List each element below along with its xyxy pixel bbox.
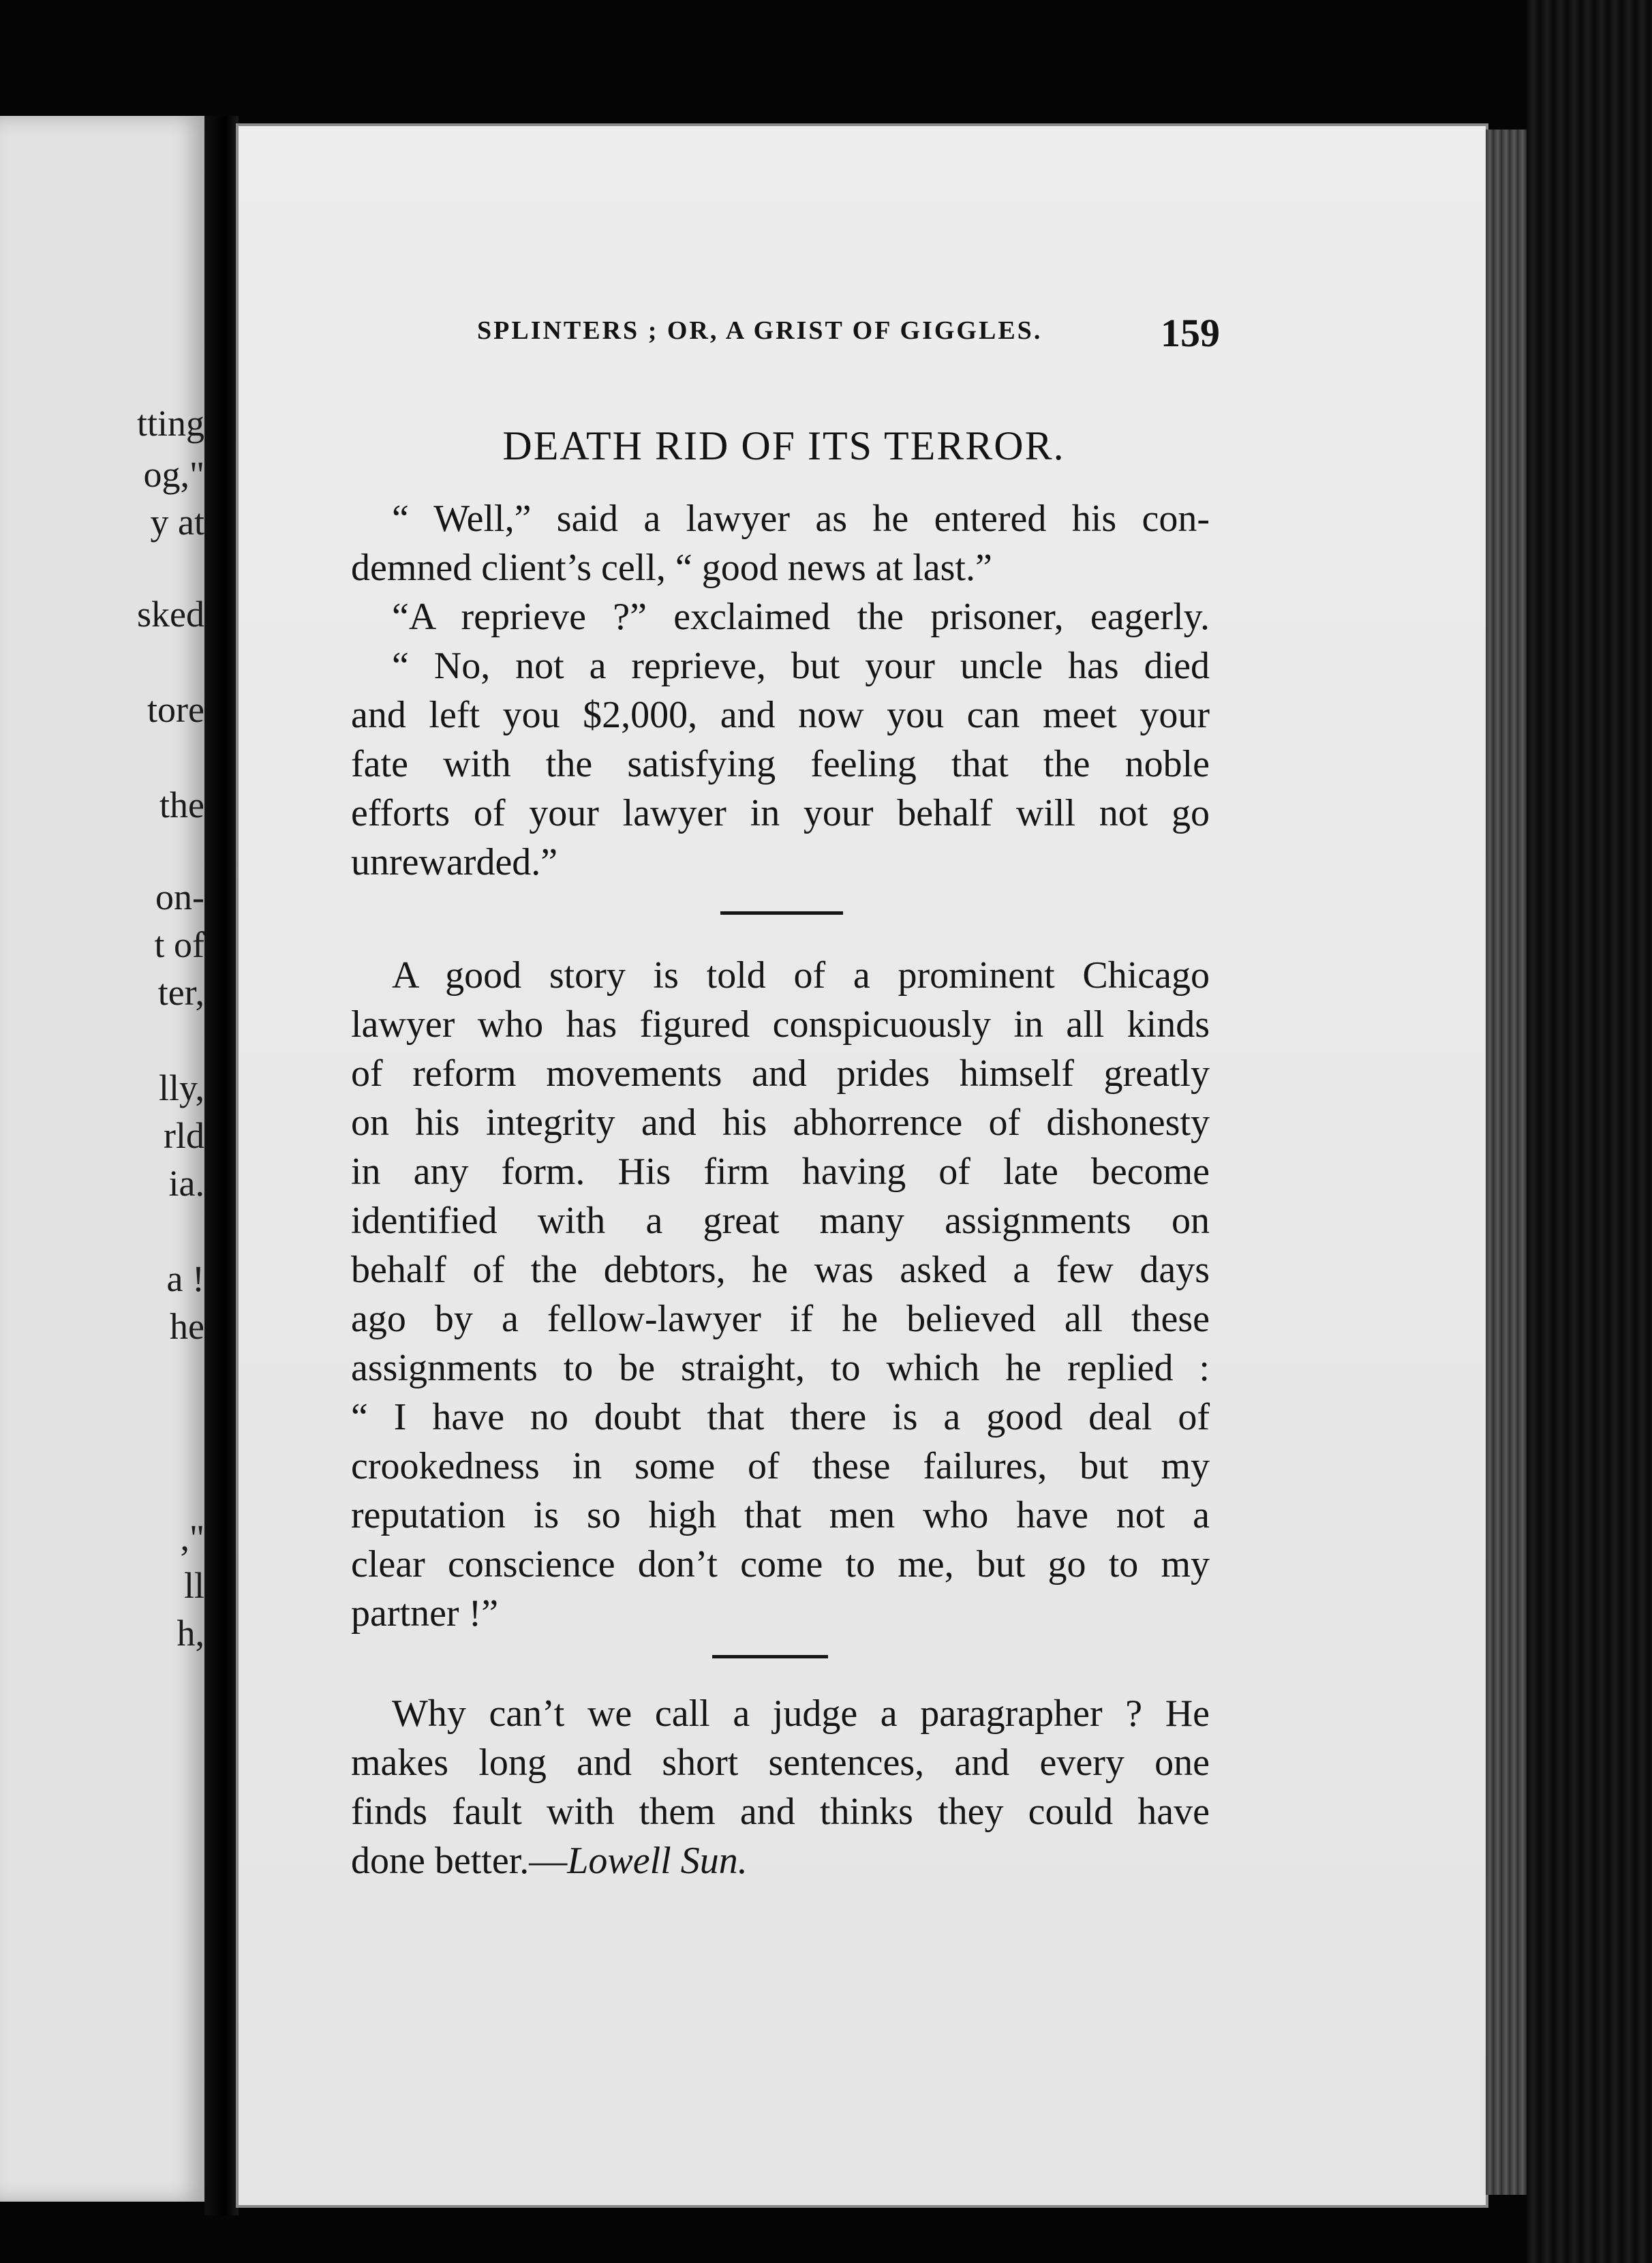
text-line: “A reprieve ?” exclaimed the prisoner, eagerly.: [392, 596, 1210, 638]
text-line: demned client’s cell, “ good news at last.”: [351, 547, 992, 589]
article-body: [351, 494, 1210, 887]
text-line: in any form. His firm having of late become: [351, 1151, 1210, 1193]
facing-page-fragment: the: [159, 785, 204, 825]
text-line: makes long and short sentences, and every one: [351, 1742, 1210, 1784]
text-line-attribution: [351, 1836, 1210, 1885]
facing-page-fragment: t of: [154, 924, 204, 965]
facing-page-fragment: rld: [164, 1115, 204, 1156]
section-divider: [720, 911, 843, 915]
text-line: efforts of your lawyer in your behalf will not go: [351, 792, 1210, 834]
text-line: “ Well,” said a lawyer as he entered his con-: [392, 498, 1210, 540]
running-head-title: SPLINTERS ; OR, A GRIST OF GIGGLES.: [477, 316, 1043, 345]
facing-page-fragment: h,: [177, 1613, 204, 1654]
text-line: unrewarded.”: [351, 841, 558, 883]
text-line: “ No, not a reprieve, but your uncle has died: [392, 645, 1210, 687]
story-chicago-lawyer: [351, 951, 1210, 1638]
facing-page-fragment: ll: [183, 1565, 204, 1606]
text-line: finds fault with them and thinks they could have: [351, 1791, 1210, 1833]
facing-page-fragment: a !: [166, 1258, 204, 1299]
text-line: “ I have no doubt that there is a good deal of: [351, 1396, 1210, 1438]
text-line: lawyer who has figured conspicuously in all kinds: [351, 1003, 1210, 1046]
facing-page-fragment: ter,: [157, 972, 204, 1013]
text-line: partner !”: [351, 1592, 499, 1635]
text-line: on his integrity and his abhorrence of dishonesty: [351, 1102, 1210, 1144]
text-line: reputation is so high that men who have not a: [351, 1494, 1210, 1536]
facing-page-fragment: y at: [150, 502, 204, 543]
facing-page-fragment: ,": [180, 1517, 204, 1558]
facing-page-fragment: on-: [155, 877, 204, 917]
text-line: assignments to be straight, to which he replied :: [351, 1347, 1210, 1389]
text-line: behalf of the debtors, he was asked a few days: [351, 1249, 1210, 1291]
last-line-text: done better.—: [351, 1840, 568, 1882]
facing-page-fragment: tore: [147, 689, 204, 730]
book-gutter: [204, 116, 239, 2215]
facing-page-fragment: lly,: [159, 1067, 204, 1108]
source-attribution: Lowell Sun.: [567, 1840, 748, 1882]
text-line: A good story is told of a prominent Chicago: [392, 954, 1210, 997]
facing-page-left: [0, 116, 204, 2202]
text-line: crookedness in some of these failures, but my: [351, 1445, 1210, 1487]
book-cover-edge: [1527, 0, 1652, 2263]
facing-page-fragment: og,": [143, 454, 204, 495]
facing-page-fragment: he: [170, 1306, 204, 1347]
facing-page-fragment: ia.: [168, 1163, 204, 1204]
page-edges: [1486, 130, 1527, 2195]
text-line: of reform movements and prides himself greatly: [351, 1052, 1210, 1095]
text-line: fate with the satisfying feeling that the noble: [351, 743, 1210, 785]
article-title: DEATH RID OF ITS TERROR.: [502, 423, 1065, 468]
text-line: ago by a fellow-lawyer if he believed all these: [351, 1298, 1210, 1340]
story-judge-paragrapher: [351, 1689, 1210, 1885]
text-line: Why can’t we call a judge a paragrapher ? He: [392, 1692, 1210, 1735]
page-number: 159: [1161, 311, 1220, 355]
running-head: [477, 310, 1220, 358]
text-line: identified with a great many assignments on: [351, 1200, 1210, 1242]
text-line: clear conscience don’t come to me, but go to my: [351, 1543, 1210, 1585]
facing-page-fragment: tting: [136, 403, 204, 444]
facing-page-fragment: sked: [137, 594, 204, 635]
section-divider: [712, 1655, 828, 1658]
text-line: and left you $2,000, and now you can meet your: [351, 694, 1210, 736]
